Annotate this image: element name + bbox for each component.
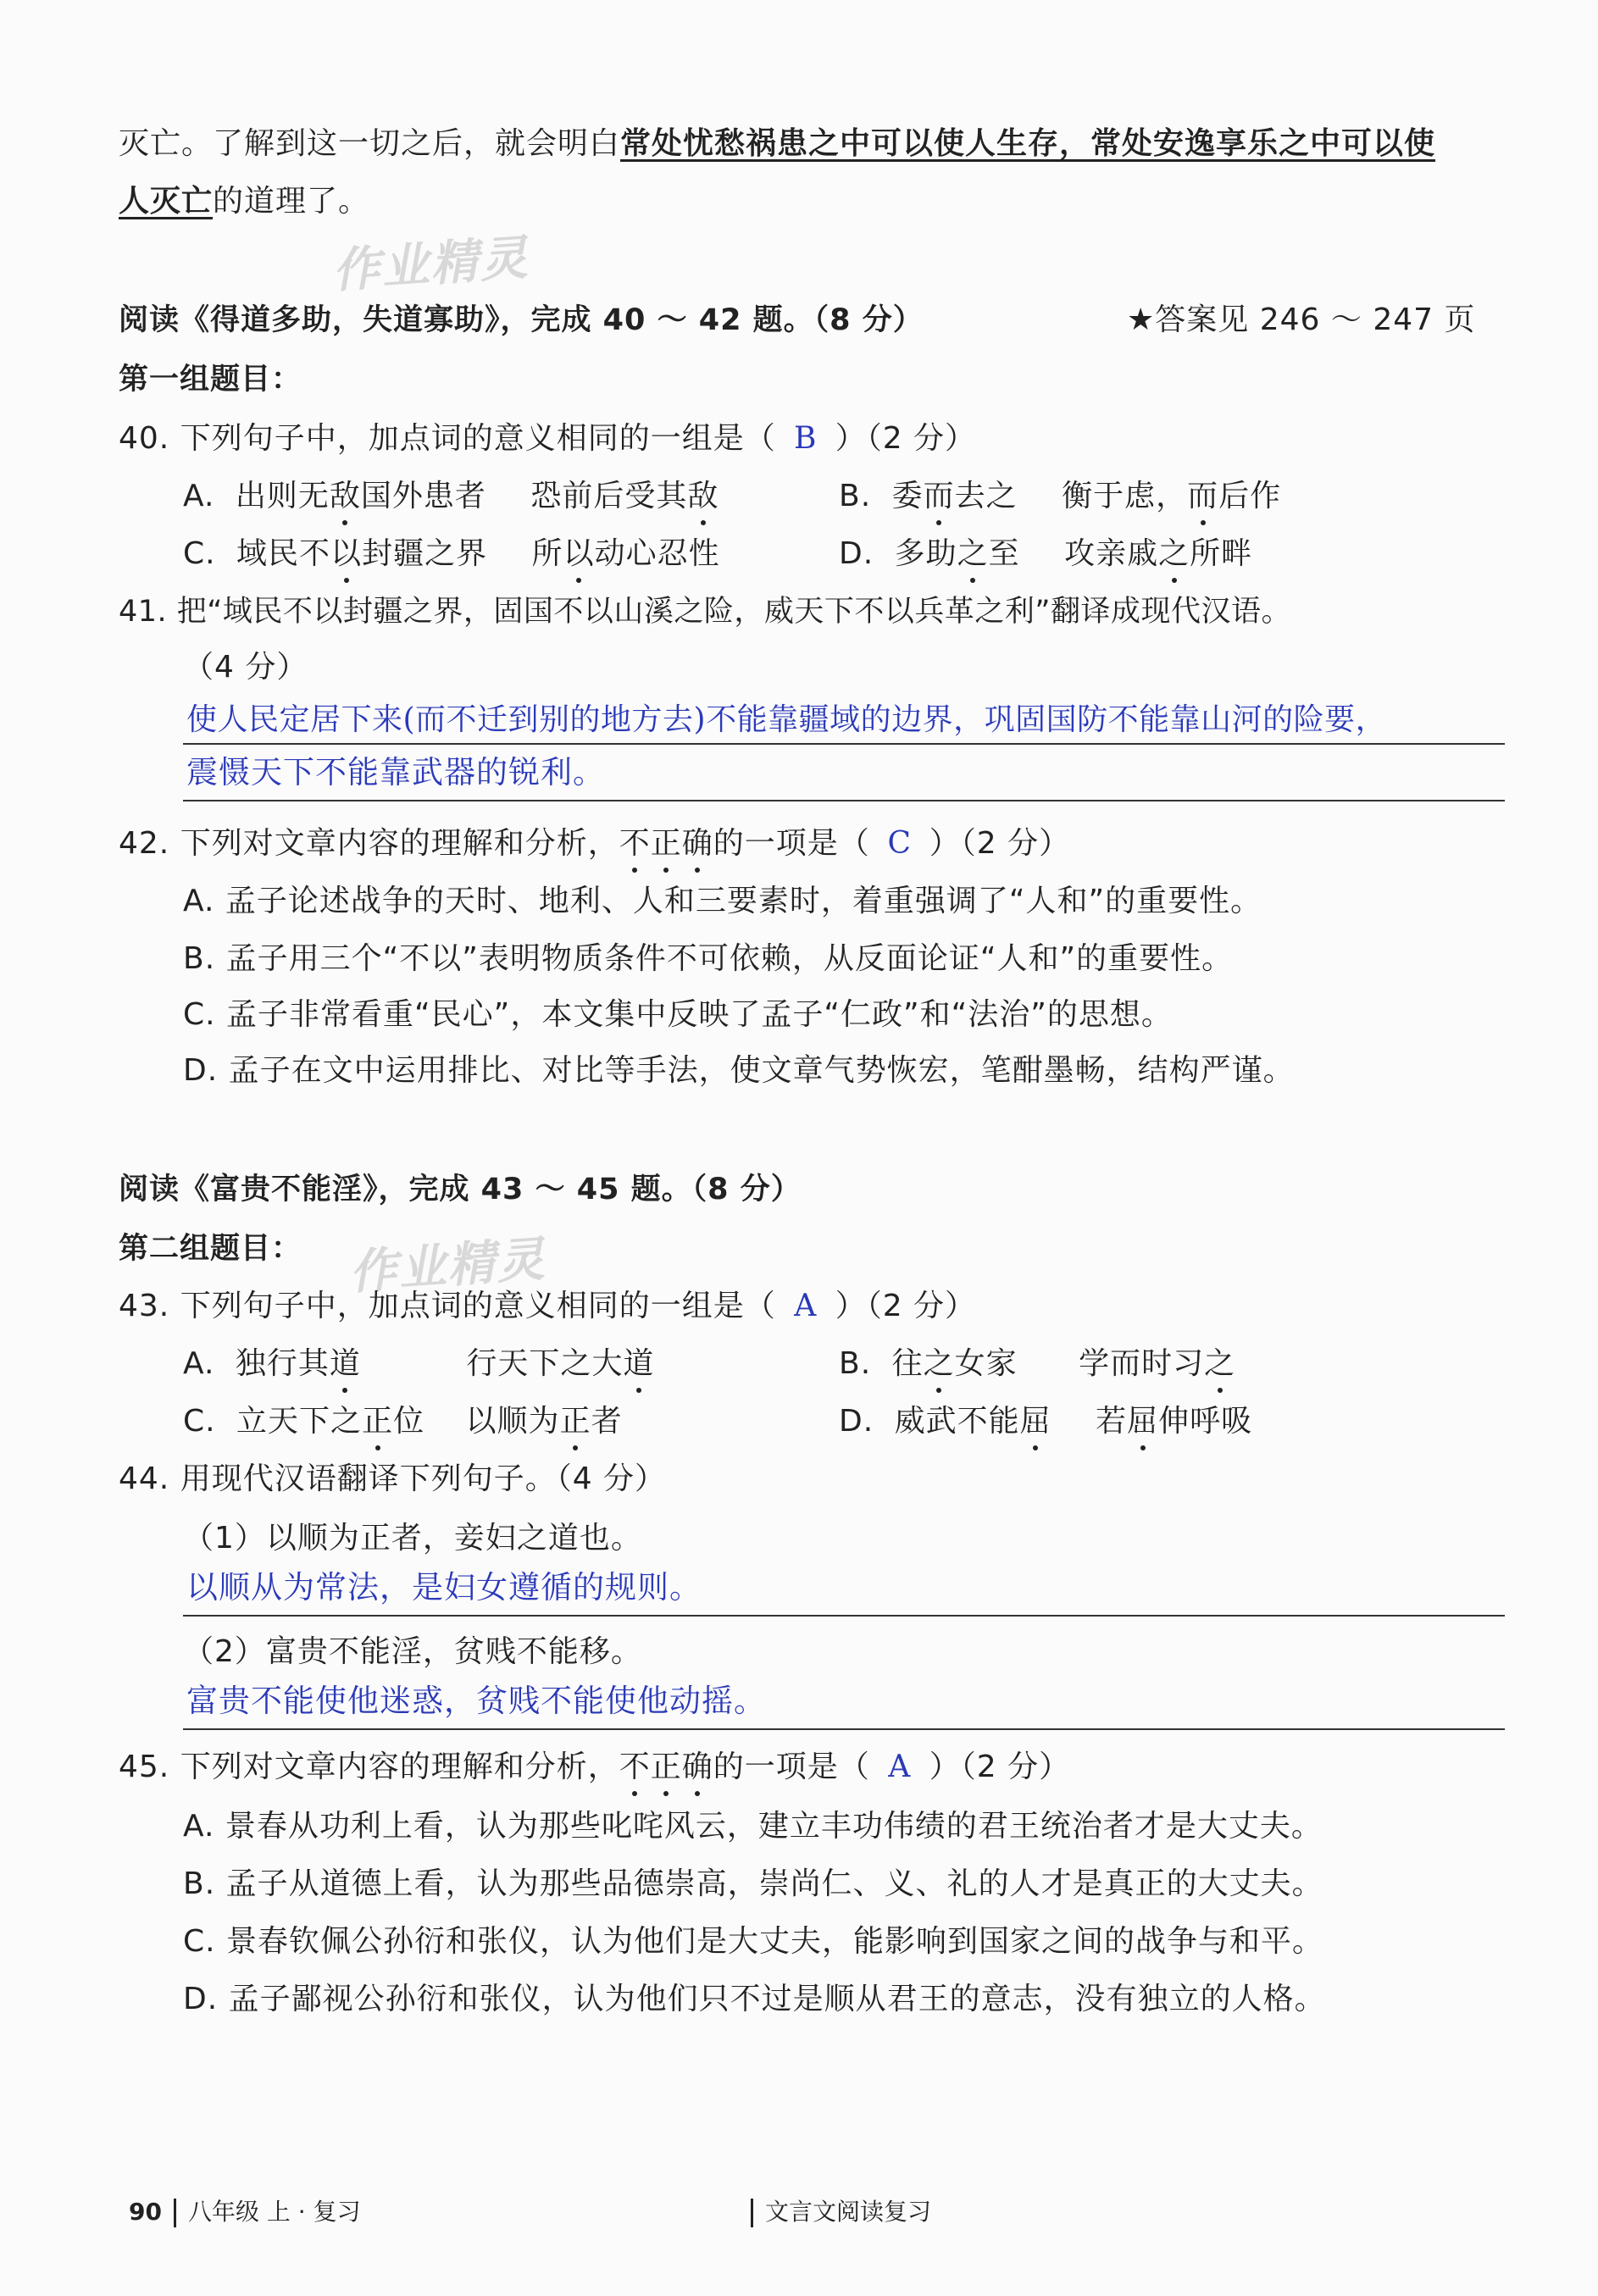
q45-option-d: D. 孟子鄙视公孙衍和张仪，认为他们只不过是顺从君王的意志，没有独立的人格。 [183,1982,1326,2016]
group-title-2: 第二组题目： [119,1232,302,1266]
dotted-char: 屈 [1127,1401,1158,1442]
footer-divider [174,2199,176,2227]
q41-points: （4 分） [183,650,308,685]
dotted-char: 道 [623,1344,654,1384]
watermark: 作业精灵 [347,1231,548,1301]
watermark: 作业精灵 [330,230,531,300]
q41-stem: 41. 把“域民不以封疆之界，固国不以山溪之险，威天下不以兵革之利”翻译成现代汉语。 [119,595,1292,629]
q40-option-b [839,476,1281,517]
intro-line-2 [119,181,369,222]
dotted-char: 正 [651,1747,682,1788]
dotted-char: 以 [563,534,595,574]
option-s2: 恐前后受其敌 [530,479,719,513]
q44-stem: 44. 用现代汉语翻译下列句子。（4 分） [119,1461,667,1496]
dotted-char: 确 [682,824,713,864]
intro-emphasis-2: 人灭亡 [119,184,214,219]
option-s1: 多助之至 [895,536,1020,571]
q41-answer-line-2: 震慑天下不能靠武器的锐利。 [186,754,605,790]
q40-option-a [183,476,719,517]
footer-divider [751,2199,753,2227]
q40-stem-text: 40. 下列句子中，加点词的意义相同的一组是（ [119,421,776,456]
section2-header: 阅读《富贵不能淫》，完成 43 ～ 45 题。（8 分） [119,1173,802,1206]
grade-label: 八年级 上 · 复习 [187,2198,361,2226]
option-label: D. [839,536,874,571]
dotted-char: 敌 [687,476,719,517]
intro-text-2: 的道理了。 [213,184,370,219]
dotted-char: 不 [619,1747,651,1788]
q45-option-c: C. 景春钦佩公孙衍和张仪，认为他们是大丈夫，能影响到国家之间的战争与和平。 [183,1924,1324,1959]
answer-rule [183,1615,1505,1617]
intro-text: 灭亡。了解到这一切之后，就会明白 [119,126,621,161]
dotted-char: 之 [1204,1344,1235,1384]
option-label: A. [183,479,215,513]
section1-header: 阅读《得道多助，失道寡助》，完成 40 ～ 42 题。（8 分） [119,303,924,337]
q42-stem: 42. 下列对文章内容的理解和分析，不正确的一项是（ C ）（2 分） [119,824,1070,864]
page-number: 90 [129,2198,162,2226]
q45-answer: A [888,1750,912,1784]
q40-points: ）（2 分） [835,421,977,456]
dotted-char: 不 [619,824,651,864]
q43-answer: A [794,1289,818,1323]
option-s2: 衡于虑，而后作 [1062,479,1281,513]
q42-option-a: A. 孟子论述战争的天时、地利、人和三要素时，着重强调了“人和”的重要性。 [183,884,1262,918]
option-s1: 出则无敌国外患者 [236,479,486,513]
q42-option-c: C. 孟子非常看重“民心”，本文集中反映了孟子“仁政”和“法治”的思想。 [183,997,1173,1032]
dotted-char: 正 [651,824,682,864]
q45-option-b: B. 孟子从道德上看，认为那些品德崇高，崇尚仁、义、礼的人才是真正的大丈夫。 [183,1866,1323,1901]
q43-option-d: D. 威武不能屈 若屈伸呼吸 [839,1401,1252,1442]
dotted-char: 敌 [330,476,361,517]
q43-stem: 43. 下列句子中，加点词的意义相同的一组是（ A ）（2 分） [119,1286,976,1327]
option-label: C. [183,536,216,571]
q42-answer: C [887,826,913,861]
q40-answer: B [793,421,818,456]
page-footer-right [751,2197,931,2227]
q44-answer-1: 以顺从为常法，是妇女遵循的规则。 [186,1569,702,1606]
dotted-char: 屈 [1020,1401,1051,1442]
q45-stem: 45. 下列对文章内容的理解和分析，不正确的一项是（ A ）（2 分） [119,1747,1070,1788]
option-s2: 所以动心忍性 [532,536,720,571]
dotted-char: 正 [560,1401,591,1442]
dotted-char: 之 [924,1344,955,1384]
dotted-char: 以 [330,534,362,574]
intro-line-1 [119,124,1435,164]
dotted-char: 正 [362,1401,393,1442]
q43-option-a: A. 独行其道 行天下之大道 [183,1344,654,1384]
section-label: 文言文阅读复习 [765,2198,932,2226]
group-title-1: 第一组题目： [119,363,302,397]
q43-option-c: C. 立天下之正位 以顺为正者 [183,1401,623,1442]
dotted-char: 之 [1158,534,1190,574]
q44-sentence-1: （1）以顺为正者，妾妇之道也。 [183,1521,642,1556]
q45-option-a: A. 景春从功利上看，认为那些叱咤风云，建立丰功伟绩的君王统治者才是大丈夫。 [183,1809,1323,1844]
dotted-char: 确 [682,1747,713,1788]
dotted-char: 而 [1187,476,1218,517]
q43-option-b: B. 往之女家 学而时习之 [839,1344,1235,1384]
q40-option-d [839,534,1252,574]
q44-answer-2: 富贵不能使他迷惑，贫贱不能使他动摇。 [186,1683,766,1719]
intro-emphasis: 常处忧愁祸患之中可以使人生存，常处安逸享乐之中可以使 [620,126,1436,161]
q44-sentence-2: （2）富贵不能淫，贫贱不能移。 [183,1634,642,1669]
dotted-char: 道 [330,1344,361,1384]
q42-option-d: D. 孟子在文中运用排比、对比等手法，使文章气势恢宏，笔酣墨畅，结构严谨。 [183,1053,1295,1088]
q41-answer-line-1: 使人民定居下来(而不迁到别的地方去)不能靠疆域的边界，巩固国防不能靠山河的险要， [186,702,1387,737]
answer-reference: ★答案见 246 ～ 247 页 [1127,302,1476,337]
dotted-char: 之 [957,534,989,574]
dotted-char: 而 [924,476,955,517]
option-s1: 委而去之 [892,479,1018,513]
option-label: B. [839,479,872,513]
answer-rule [183,743,1505,745]
q42-option-b: B. 孟子用三个“不以”表明物质条件不可依赖，从反面论证“人和”的重要性。 [183,941,1234,976]
option-s2: 攻亲戚之所畔 [1064,536,1252,571]
q40-option-c [183,534,720,574]
option-s1: 域民不以封疆之界 [236,536,487,571]
answer-rule [183,800,1505,801]
answer-rule [183,1728,1505,1730]
q40-stem [119,419,976,459]
page-footer-left [129,2197,361,2227]
